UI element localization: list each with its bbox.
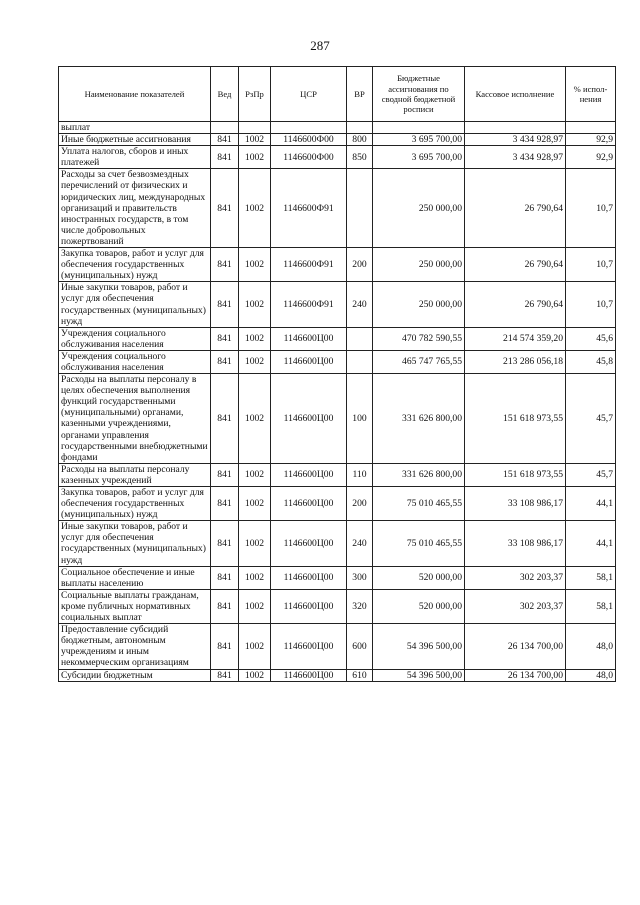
cell-pct: 92,9 xyxy=(566,146,616,169)
cell-ved: 841 xyxy=(211,282,239,327)
cell-assign: 465 747 765,55 xyxy=(373,350,465,373)
cell-assign: 3 695 700,00 xyxy=(373,146,465,169)
cell-pct: 48,0 xyxy=(566,669,616,681)
cell-rzpr: 1002 xyxy=(239,169,271,248)
cell-vr: 240 xyxy=(347,521,373,566)
cell-assign: 250 000,00 xyxy=(373,248,465,282)
cell-name: Социальные выплаты гражданам, кроме публичных нормативных социальных выплат xyxy=(59,589,211,623)
cell-exec: 3 434 928,97 xyxy=(465,146,566,169)
table-row xyxy=(59,282,616,327)
cell-name: Иные закупки товаров, работ и услуг для обеспечения государственных (муниципальных) нужд xyxy=(59,282,211,327)
cell-exec: 26 790,64 xyxy=(465,248,566,282)
cell-name: Расходы на выплаты персоналу казенных учреждений xyxy=(59,463,211,486)
cell-name: Уплата налогов, сборов и иных платежей xyxy=(59,146,211,169)
cell-vr: 100 xyxy=(347,374,373,464)
cell-pct: 10,7 xyxy=(566,282,616,327)
cell-vr xyxy=(347,122,373,134)
table-row xyxy=(59,521,616,566)
cell-ved: 841 xyxy=(211,487,239,521)
cell-name: Социальное обеспечение и иные выплаты населению xyxy=(59,566,211,589)
table-row xyxy=(59,169,616,248)
col-header-execution: Кассовое исполнение xyxy=(465,67,566,122)
cell-rzpr: 1002 xyxy=(239,350,271,373)
cell-exec xyxy=(465,122,566,134)
col-header-assignments: Бюджетные ассигнования по сводной бюджетной росписи xyxy=(373,67,465,122)
cell-csr: 1146600Ц00 xyxy=(271,374,347,464)
cell-exec: 302 203,37 xyxy=(465,589,566,623)
cell-rzpr: 1002 xyxy=(239,282,271,327)
cell-pct: 48,0 xyxy=(566,624,616,669)
cell-csr: 1146600Ц00 xyxy=(271,463,347,486)
cell-assign: 520 000,00 xyxy=(373,566,465,589)
cell-exec: 33 108 986,17 xyxy=(465,521,566,566)
cell-ved: 841 xyxy=(211,134,239,146)
cell-csr: 1146600Ц00 xyxy=(271,624,347,669)
cell-rzpr: 1002 xyxy=(239,374,271,464)
cell-csr: 1146600Ф91 xyxy=(271,169,347,248)
cell-vr: 610 xyxy=(347,669,373,681)
cell-assign: 54 396 500,00 xyxy=(373,669,465,681)
cell-name: Расходы за счет безвозмездных перечислений от физических и юридических лиц, международных организаций и правительств иностранных государств, в том числе добровольных пожертвований xyxy=(59,169,211,248)
cell-csr: 1146600Ц00 xyxy=(271,669,347,681)
cell-ved: 841 xyxy=(211,327,239,350)
cell-vr: 200 xyxy=(347,487,373,521)
cell-exec: 151 618 973,55 xyxy=(465,374,566,464)
cell-csr: 1146600Ф91 xyxy=(271,248,347,282)
cell-ved: 841 xyxy=(211,463,239,486)
cell-vr: 110 xyxy=(347,463,373,486)
cell-name: Субсидии бюджетным xyxy=(59,669,211,681)
cell-name: выплат xyxy=(59,122,211,134)
table-row xyxy=(59,374,616,464)
table-row xyxy=(59,248,616,282)
cell-assign: 520 000,00 xyxy=(373,589,465,623)
cell-pct: 44,1 xyxy=(566,521,616,566)
cell-name: Закупка товаров, работ и услуг для обеспечения государственных (муниципальных) нужд xyxy=(59,248,211,282)
table-row xyxy=(59,350,616,373)
cell-rzpr: 1002 xyxy=(239,669,271,681)
cell-csr: 1146600Ц00 xyxy=(271,521,347,566)
cell-csr: 1146600Ф00 xyxy=(271,134,347,146)
cell-rzpr xyxy=(239,122,271,134)
cell-vr xyxy=(347,327,373,350)
page-number: 287 xyxy=(310,38,330,53)
cell-csr: 1146600Ц00 xyxy=(271,566,347,589)
cell-vr: 850 xyxy=(347,146,373,169)
cell-ved: 841 xyxy=(211,374,239,464)
cell-exec: 26 790,64 xyxy=(465,282,566,327)
cell-vr xyxy=(347,169,373,248)
cell-pct: 58,1 xyxy=(566,566,616,589)
cell-name: Учреждения социального обслуживания населения xyxy=(59,327,211,350)
cell-pct: 45,8 xyxy=(566,350,616,373)
table-row xyxy=(59,487,616,521)
col-header-name: Наименование показателей xyxy=(59,67,211,122)
cell-pct: 92,9 xyxy=(566,134,616,146)
cell-csr: 1146600Ц00 xyxy=(271,327,347,350)
cell-pct: 58,1 xyxy=(566,589,616,623)
cell-assign: 75 010 465,55 xyxy=(373,521,465,566)
cell-assign: 75 010 465,55 xyxy=(373,487,465,521)
cell-assign: 54 396 500,00 xyxy=(373,624,465,669)
cell-pct: 45,6 xyxy=(566,327,616,350)
table-row xyxy=(59,463,616,486)
cell-exec: 3 434 928,97 xyxy=(465,134,566,146)
cell-ved: 841 xyxy=(211,624,239,669)
cell-name: Закупка товаров, работ и услуг для обеспечения государственных (муниципальных) нужд xyxy=(59,487,211,521)
cell-pct: 44,1 xyxy=(566,487,616,521)
cell-assign: 331 626 800,00 xyxy=(373,374,465,464)
cell-assign: 250 000,00 xyxy=(373,282,465,327)
cell-vr: 200 xyxy=(347,248,373,282)
cell-ved: 841 xyxy=(211,669,239,681)
cell-assign: 470 782 590,55 xyxy=(373,327,465,350)
cell-exec: 26 134 700,00 xyxy=(465,624,566,669)
cell-vr: 600 xyxy=(347,624,373,669)
cell-exec: 213 286 056,18 xyxy=(465,350,566,373)
table-row xyxy=(59,122,616,134)
table-row xyxy=(59,146,616,169)
cell-exec: 33 108 986,17 xyxy=(465,487,566,521)
col-header-percent: % испол-нения xyxy=(566,67,616,122)
cell-name: Предоставление субсидий бюджетным, автономным учреждениям и иным некоммерческим организациям xyxy=(59,624,211,669)
cell-csr xyxy=(271,122,347,134)
table-row xyxy=(59,589,616,623)
cell-rzpr: 1002 xyxy=(239,463,271,486)
cell-assign: 250 000,00 xyxy=(373,169,465,248)
cell-pct: 45,7 xyxy=(566,463,616,486)
cell-rzpr: 1002 xyxy=(239,327,271,350)
cell-csr: 1146600Ц00 xyxy=(271,350,347,373)
cell-rzpr: 1002 xyxy=(239,589,271,623)
cell-csr: 1146600Ц00 xyxy=(271,487,347,521)
col-header-rzpr: РзПр xyxy=(239,67,271,122)
cell-ved: 841 xyxy=(211,350,239,373)
cell-csr: 1146600Ф00 xyxy=(271,146,347,169)
cell-assign xyxy=(373,122,465,134)
table-header-row xyxy=(59,67,616,122)
cell-ved: 841 xyxy=(211,248,239,282)
cell-ved xyxy=(211,122,239,134)
cell-pct xyxy=(566,122,616,134)
cell-rzpr: 1002 xyxy=(239,134,271,146)
cell-rzpr: 1002 xyxy=(239,487,271,521)
table-row xyxy=(59,134,616,146)
cell-ved: 841 xyxy=(211,169,239,248)
cell-rzpr: 1002 xyxy=(239,521,271,566)
cell-ved: 841 xyxy=(211,566,239,589)
col-header-csr: ЦСР xyxy=(271,67,347,122)
table-row xyxy=(59,566,616,589)
col-header-ved: Вед xyxy=(211,67,239,122)
cell-csr: 1146600Ф91 xyxy=(271,282,347,327)
cell-name: Иные закупки товаров, работ и услуг для обеспечения государственных (муниципальных) нужд xyxy=(59,521,211,566)
cell-vr: 800 xyxy=(347,134,373,146)
cell-exec: 302 203,37 xyxy=(465,566,566,589)
cell-vr xyxy=(347,350,373,373)
cell-name: Учреждения социального обслуживания населения xyxy=(59,350,211,373)
cell-exec: 26 790,64 xyxy=(465,169,566,248)
cell-assign: 3 695 700,00 xyxy=(373,134,465,146)
cell-exec: 151 618 973,55 xyxy=(465,463,566,486)
cell-rzpr: 1002 xyxy=(239,566,271,589)
cell-name: Расходы на выплаты персоналу в целях обеспечения выполнения функций государственными (муниципальными) органами, казенными учреждениями, органами управления государственными внебюджетными фондами xyxy=(59,374,211,464)
cell-exec: 214 574 359,20 xyxy=(465,327,566,350)
table-row xyxy=(59,624,616,669)
cell-vr: 300 xyxy=(347,566,373,589)
cell-pct: 10,7 xyxy=(566,169,616,248)
table-row xyxy=(59,669,616,681)
cell-csr: 1146600Ц00 xyxy=(271,589,347,623)
cell-ved: 841 xyxy=(211,146,239,169)
cell-vr: 240 xyxy=(347,282,373,327)
budget-table xyxy=(58,66,616,682)
col-header-vr: ВР xyxy=(347,67,373,122)
cell-exec: 26 134 700,00 xyxy=(465,669,566,681)
cell-ved: 841 xyxy=(211,521,239,566)
cell-rzpr: 1002 xyxy=(239,146,271,169)
cell-vr: 320 xyxy=(347,589,373,623)
cell-pct: 45,7 xyxy=(566,374,616,464)
cell-rzpr: 1002 xyxy=(239,248,271,282)
cell-assign: 331 626 800,00 xyxy=(373,463,465,486)
cell-name: Иные бюджетные ассигнования xyxy=(59,134,211,146)
cell-pct: 10,7 xyxy=(566,248,616,282)
cell-ved: 841 xyxy=(211,589,239,623)
table-row xyxy=(59,327,616,350)
cell-rzpr: 1002 xyxy=(239,624,271,669)
